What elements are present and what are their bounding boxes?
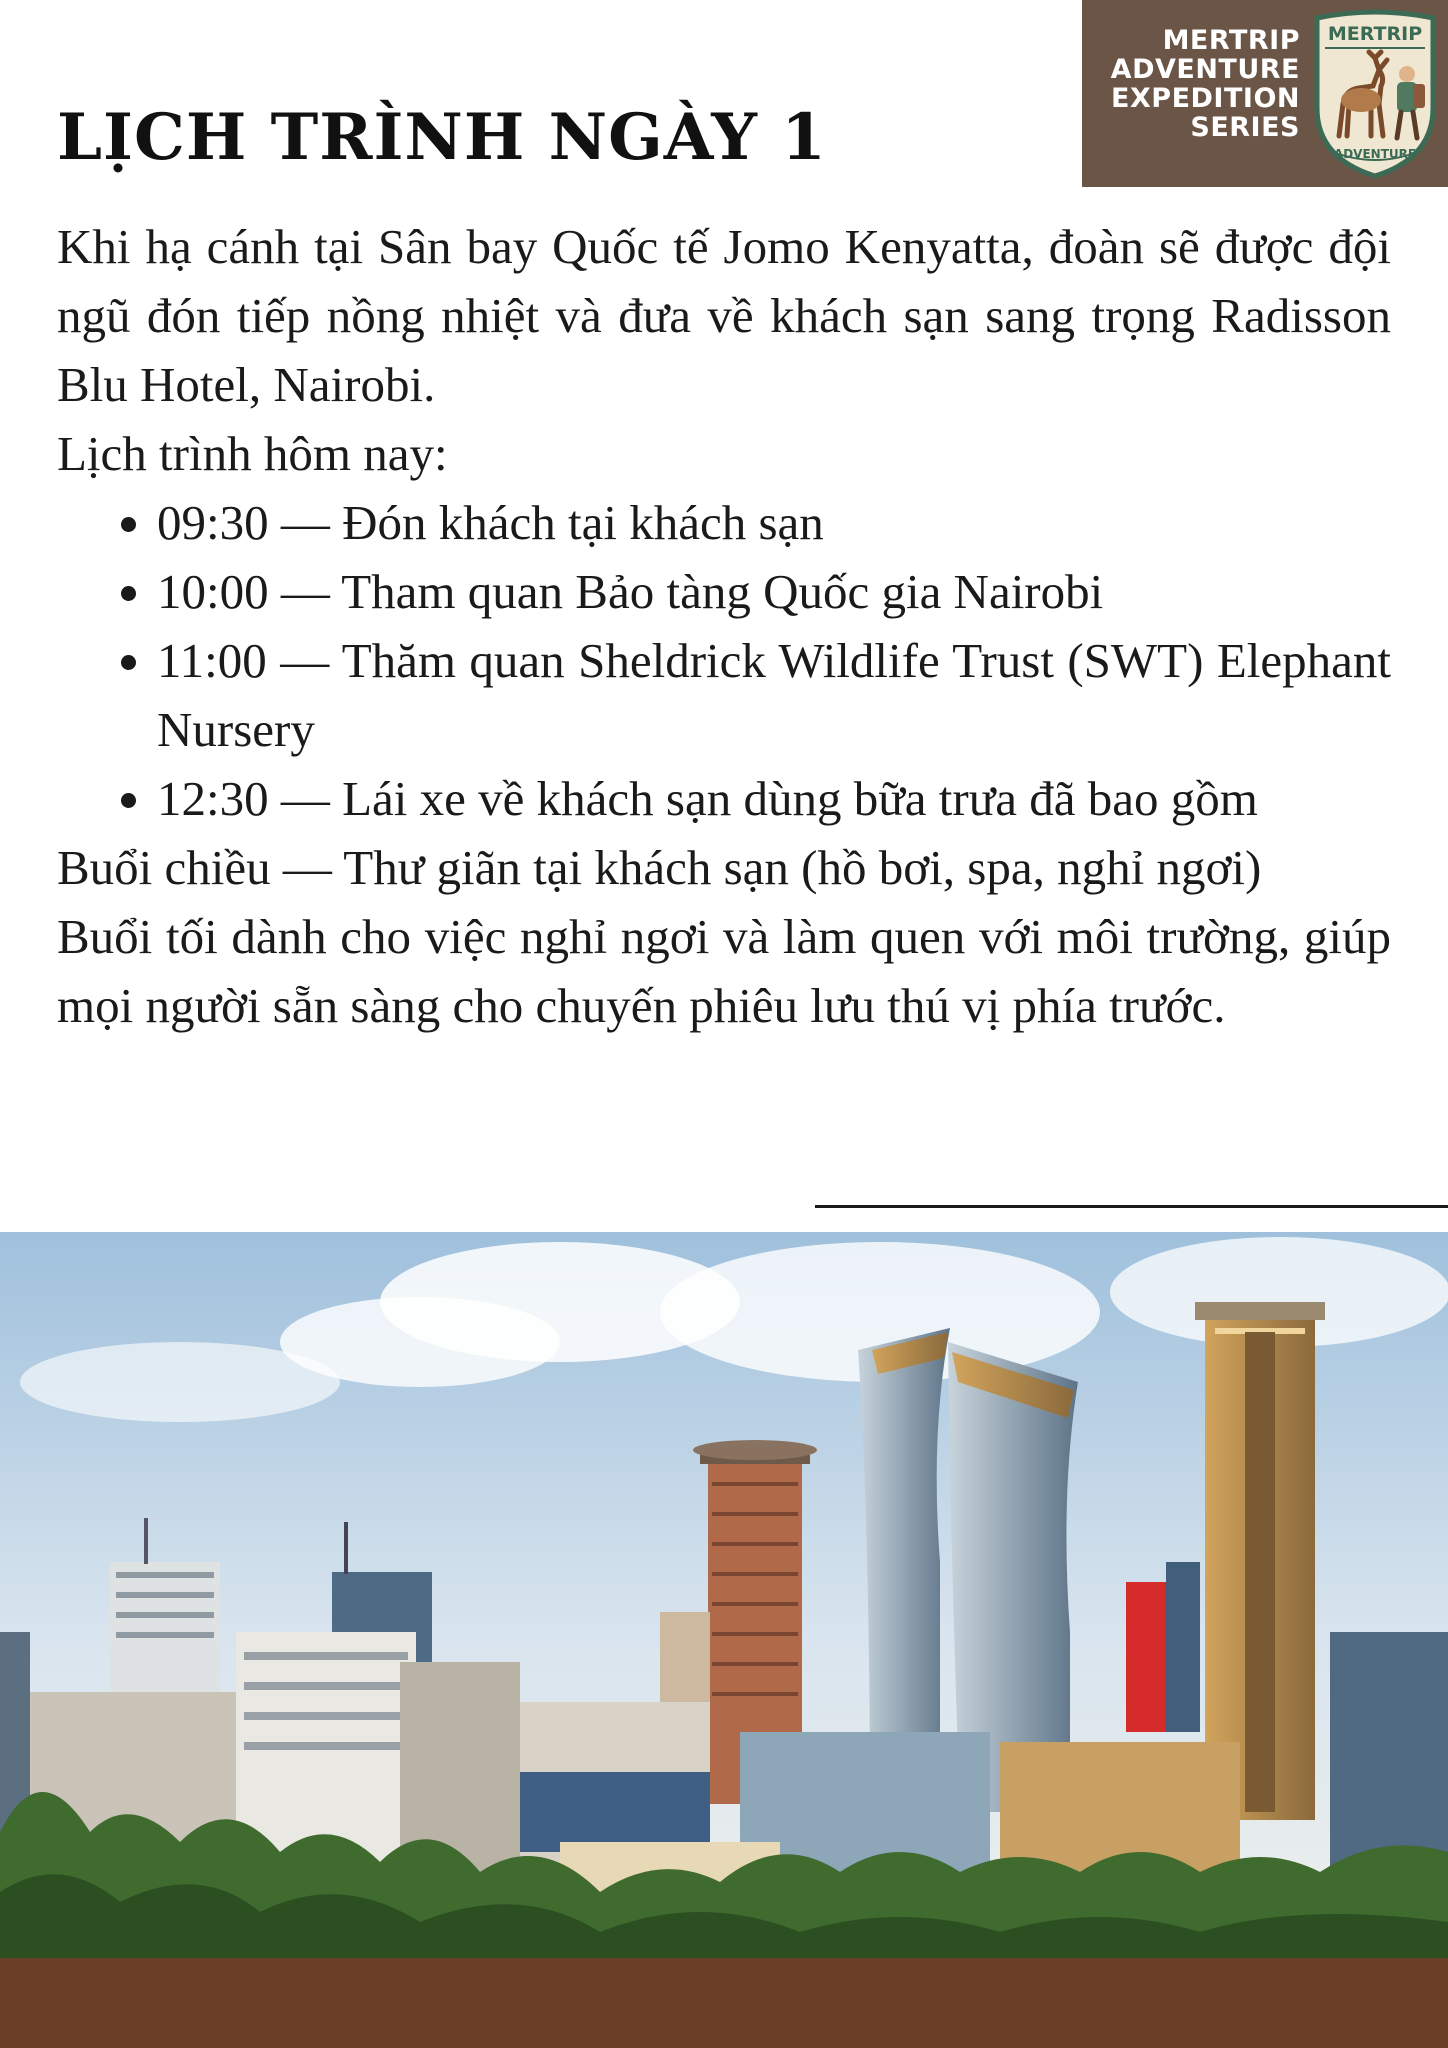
page-title: LỊCH TRÌNH NGÀY 1	[57, 100, 827, 175]
schedule-heading: Lịch trình hôm nay:	[57, 426, 448, 481]
schedule-item: • 12:30 — Lái xe về khách sạn dùng bữa trưa đã bao gồm	[157, 764, 1391, 833]
brand-logo-box	[1082, 0, 1448, 187]
section-divider	[815, 1205, 1448, 1208]
brand-line: EXPEDITION	[1111, 83, 1300, 114]
brand-series-text	[1111, 26, 1300, 142]
afternoon-paragraph: Buổi chiều — Thư giãn tại khách sạn (hồ bơi, spa, nghỉ ngơi)	[57, 840, 1262, 895]
schedule-item: • 11:00 — Thăm quan Sheldrick Wildlife Trust (SWT) Elephant Nursery	[157, 626, 1391, 764]
brand-line: SERIES	[1190, 112, 1300, 143]
day-itinerary-body	[57, 212, 1391, 1040]
brand-line: ADVENTURE	[1110, 54, 1300, 85]
intro-paragraph: Khi hạ cánh tại Sân bay Quốc tế Jomo Kenyatta, đoàn sẽ được đội ngũ đón tiếp nồng nhiệt và đưa về khách sạn sang trọng Radisson Blu Hotel, Nairobi.	[57, 219, 1391, 412]
schedule-item: • 10:00 — Tham quan Bảo tàng Quốc gia Nairobi	[157, 557, 1391, 626]
nairobi-skyline-photo	[0, 1232, 1448, 1958]
adventure-badge-icon	[1309, 8, 1441, 180]
brand-line: MERTRIP	[1162, 25, 1300, 56]
badge-top-text: MERTRIP	[1327, 23, 1423, 45]
footer-bar	[0, 1958, 1448, 2048]
schedule-item: • 09:30 — Đón khách tại khách sạn	[157, 488, 1391, 557]
badge-bottom-text: ADVENTURE	[1333, 147, 1417, 161]
schedule-list	[57, 488, 1391, 833]
evening-paragraph: Buổi tối dành cho việc nghỉ ngơi và làm quen với môi trường, giúp mọi người sẵn sàng cho chuyến phiêu lưu thú vị phía trước.	[57, 909, 1391, 1033]
